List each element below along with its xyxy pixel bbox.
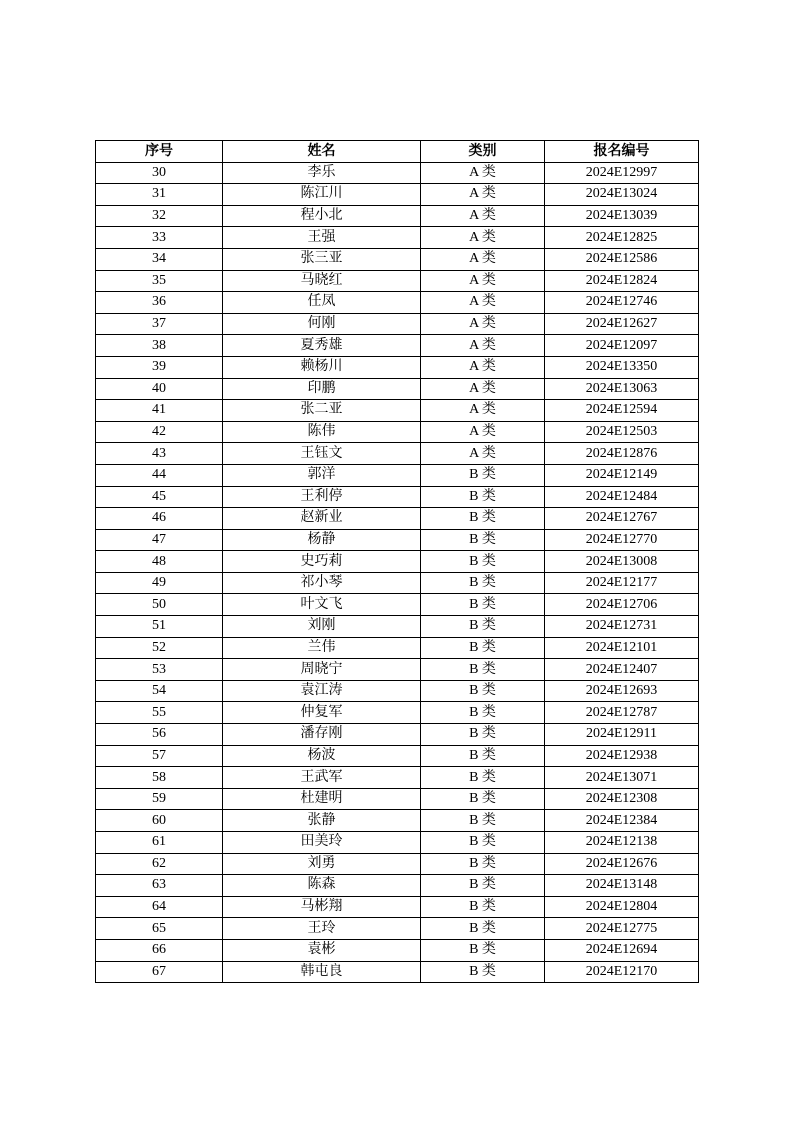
cell-registration-number: 2024E13148 (545, 875, 699, 897)
cell-index: 30 (96, 162, 223, 184)
table-row (96, 680, 699, 702)
cell-name: 夏秀雄 (223, 335, 421, 357)
table-row (96, 594, 699, 616)
cell-index: 49 (96, 572, 223, 594)
cell-index: 42 (96, 421, 223, 443)
table-row (96, 745, 699, 767)
cell-index: 48 (96, 551, 223, 573)
cell-registration-number: 2024E12097 (545, 335, 699, 357)
cell-category: A 类 (421, 378, 545, 400)
cell-category: B 类 (421, 918, 545, 940)
cell-name: 袁江涛 (223, 680, 421, 702)
table-row (96, 724, 699, 746)
table-row (96, 875, 699, 897)
cell-index: 60 (96, 810, 223, 832)
table-row (96, 702, 699, 724)
cell-index: 61 (96, 832, 223, 854)
cell-category: B 类 (421, 853, 545, 875)
cell-registration-number: 2024E12825 (545, 227, 699, 249)
cell-category: A 类 (421, 356, 545, 378)
cell-registration-number: 2024E12997 (545, 162, 699, 184)
cell-index: 63 (96, 875, 223, 897)
cell-index: 43 (96, 443, 223, 465)
cell-category: A 类 (421, 292, 545, 314)
cell-name: 何刚 (223, 313, 421, 335)
cell-registration-number: 2024E13071 (545, 767, 699, 789)
cell-category: A 类 (421, 335, 545, 357)
table-row (96, 227, 699, 249)
cell-name: 陈伟 (223, 421, 421, 443)
cell-index: 50 (96, 594, 223, 616)
cell-registration-number: 2024E12746 (545, 292, 699, 314)
table-row (96, 918, 699, 940)
cell-registration-number: 2024E12503 (545, 421, 699, 443)
cell-registration-number: 2024E12706 (545, 594, 699, 616)
cell-name: 潘存刚 (223, 724, 421, 746)
header-row (96, 141, 699, 163)
cell-registration-number: 2024E12911 (545, 724, 699, 746)
cell-index: 46 (96, 508, 223, 530)
cell-category: A 类 (421, 227, 545, 249)
cell-category: B 类 (421, 875, 545, 897)
table-row (96, 270, 699, 292)
cell-registration-number: 2024E12731 (545, 616, 699, 638)
cell-index: 36 (96, 292, 223, 314)
cell-index: 53 (96, 659, 223, 681)
cell-index: 65 (96, 918, 223, 940)
cell-registration-number: 2024E12484 (545, 486, 699, 508)
cell-registration-number: 2024E12627 (545, 313, 699, 335)
cell-name: 陈江川 (223, 184, 421, 206)
cell-index: 39 (96, 356, 223, 378)
table-row (96, 356, 699, 378)
cell-name: 王武军 (223, 767, 421, 789)
cell-name: 杨静 (223, 529, 421, 551)
cell-name: 袁彬 (223, 939, 421, 961)
cell-registration-number: 2024E13063 (545, 378, 699, 400)
cell-name: 田美玲 (223, 832, 421, 854)
cell-index: 45 (96, 486, 223, 508)
cell-category: A 类 (421, 184, 545, 206)
cell-category: B 类 (421, 745, 545, 767)
cell-category: B 类 (421, 594, 545, 616)
cell-name: 李乐 (223, 162, 421, 184)
cell-index: 44 (96, 464, 223, 486)
cell-registration-number: 2024E12586 (545, 248, 699, 270)
cell-index: 37 (96, 313, 223, 335)
cell-registration-number: 2024E12177 (545, 572, 699, 594)
header-category: 类别 (421, 141, 545, 163)
cell-registration-number: 2024E12384 (545, 810, 699, 832)
table-row (96, 529, 699, 551)
cell-category: B 类 (421, 961, 545, 983)
cell-category: A 类 (421, 313, 545, 335)
cell-category: B 类 (421, 464, 545, 486)
cell-index: 38 (96, 335, 223, 357)
cell-category: A 类 (421, 162, 545, 184)
cell-index: 34 (96, 248, 223, 270)
cell-name: 任凤 (223, 292, 421, 314)
table-row (96, 551, 699, 573)
cell-index: 66 (96, 939, 223, 961)
cell-name: 兰伟 (223, 637, 421, 659)
cell-index: 47 (96, 529, 223, 551)
cell-index: 33 (96, 227, 223, 249)
cell-registration-number: 2024E12775 (545, 918, 699, 940)
cell-registration-number: 2024E13350 (545, 356, 699, 378)
cell-name: 史巧莉 (223, 551, 421, 573)
cell-registration-number: 2024E12407 (545, 659, 699, 681)
cell-category: A 类 (421, 421, 545, 443)
table-row (96, 853, 699, 875)
table-row (96, 572, 699, 594)
cell-registration-number: 2024E12787 (545, 702, 699, 724)
cell-index: 58 (96, 767, 223, 789)
cell-name: 韩屯良 (223, 961, 421, 983)
table-header (96, 141, 699, 163)
table-row (96, 205, 699, 227)
table-row (96, 637, 699, 659)
cell-category: B 类 (421, 508, 545, 530)
cell-registration-number: 2024E12824 (545, 270, 699, 292)
cell-category: B 类 (421, 616, 545, 638)
cell-name: 张二亚 (223, 400, 421, 422)
cell-index: 52 (96, 637, 223, 659)
cell-registration-number: 2024E12149 (545, 464, 699, 486)
roster-table (95, 140, 699, 983)
cell-category: B 类 (421, 767, 545, 789)
cell-name: 杨波 (223, 745, 421, 767)
header-index: 序号 (96, 141, 223, 163)
cell-registration-number: 2024E13008 (545, 551, 699, 573)
cell-registration-number: 2024E12170 (545, 961, 699, 983)
cell-name: 程小北 (223, 205, 421, 227)
cell-category: B 类 (421, 486, 545, 508)
cell-name: 杜建明 (223, 788, 421, 810)
cell-index: 40 (96, 378, 223, 400)
cell-name: 赖杨川 (223, 356, 421, 378)
table-row (96, 810, 699, 832)
table-row (96, 313, 699, 335)
cell-registration-number: 2024E12594 (545, 400, 699, 422)
table-row (96, 335, 699, 357)
cell-category: B 类 (421, 810, 545, 832)
table-row (96, 896, 699, 918)
table-row (96, 378, 699, 400)
cell-registration-number: 2024E12770 (545, 529, 699, 551)
cell-name: 陈森 (223, 875, 421, 897)
cell-category: A 类 (421, 205, 545, 227)
cell-registration-number: 2024E12308 (545, 788, 699, 810)
cell-name: 祁小琴 (223, 572, 421, 594)
cell-category: A 类 (421, 270, 545, 292)
cell-category: B 类 (421, 896, 545, 918)
cell-category: B 类 (421, 551, 545, 573)
cell-name: 马彬翔 (223, 896, 421, 918)
table-row (96, 961, 699, 983)
cell-category: B 类 (421, 529, 545, 551)
cell-registration-number: 2024E12676 (545, 853, 699, 875)
cell-category: B 类 (421, 680, 545, 702)
cell-name: 周晓宁 (223, 659, 421, 681)
cell-index: 54 (96, 680, 223, 702)
cell-index: 51 (96, 616, 223, 638)
cell-name: 王玲 (223, 918, 421, 940)
table-row (96, 788, 699, 810)
cell-category: B 类 (421, 788, 545, 810)
cell-category: A 类 (421, 400, 545, 422)
table-row (96, 248, 699, 270)
cell-name: 马晓红 (223, 270, 421, 292)
cell-index: 57 (96, 745, 223, 767)
table-body (96, 162, 699, 983)
cell-name: 张三亚 (223, 248, 421, 270)
cell-registration-number: 2024E13024 (545, 184, 699, 206)
cell-registration-number: 2024E12876 (545, 443, 699, 465)
cell-name: 刘勇 (223, 853, 421, 875)
cell-index: 56 (96, 724, 223, 746)
cell-index: 32 (96, 205, 223, 227)
cell-registration-number: 2024E13039 (545, 205, 699, 227)
table-row (96, 508, 699, 530)
cell-index: 64 (96, 896, 223, 918)
cell-category: B 类 (421, 832, 545, 854)
cell-registration-number: 2024E12767 (545, 508, 699, 530)
cell-category: A 类 (421, 443, 545, 465)
cell-category: B 类 (421, 572, 545, 594)
table-row (96, 292, 699, 314)
cell-registration-number: 2024E12101 (545, 637, 699, 659)
table-row (96, 421, 699, 443)
table-row (96, 464, 699, 486)
cell-index: 31 (96, 184, 223, 206)
cell-name: 刘刚 (223, 616, 421, 638)
cell-index: 59 (96, 788, 223, 810)
cell-category: B 类 (421, 659, 545, 681)
cell-name: 叶文飞 (223, 594, 421, 616)
cell-name: 赵新业 (223, 508, 421, 530)
table-row (96, 939, 699, 961)
cell-category: B 类 (421, 939, 545, 961)
cell-registration-number: 2024E12938 (545, 745, 699, 767)
cell-index: 67 (96, 961, 223, 983)
cell-category: B 类 (421, 702, 545, 724)
cell-category: A 类 (421, 248, 545, 270)
table-row (96, 184, 699, 206)
header-name: 姓名 (223, 141, 421, 163)
cell-name: 王强 (223, 227, 421, 249)
cell-name: 王钰文 (223, 443, 421, 465)
cell-registration-number: 2024E12694 (545, 939, 699, 961)
cell-index: 41 (96, 400, 223, 422)
table-row (96, 486, 699, 508)
cell-index: 35 (96, 270, 223, 292)
table-row (96, 659, 699, 681)
table-row (96, 400, 699, 422)
header-registration-number: 报名编号 (545, 141, 699, 163)
cell-index: 55 (96, 702, 223, 724)
cell-name: 印鹏 (223, 378, 421, 400)
table-row (96, 443, 699, 465)
table-row (96, 616, 699, 638)
cell-registration-number: 2024E12138 (545, 832, 699, 854)
cell-category: B 类 (421, 724, 545, 746)
cell-registration-number: 2024E12693 (545, 680, 699, 702)
cell-registration-number: 2024E12804 (545, 896, 699, 918)
table-row (96, 767, 699, 789)
cell-category: B 类 (421, 637, 545, 659)
cell-name: 仲复军 (223, 702, 421, 724)
cell-name: 郭洋 (223, 464, 421, 486)
cell-name: 王利停 (223, 486, 421, 508)
cell-name: 张静 (223, 810, 421, 832)
table-row (96, 832, 699, 854)
cell-index: 62 (96, 853, 223, 875)
table-row (96, 162, 699, 184)
